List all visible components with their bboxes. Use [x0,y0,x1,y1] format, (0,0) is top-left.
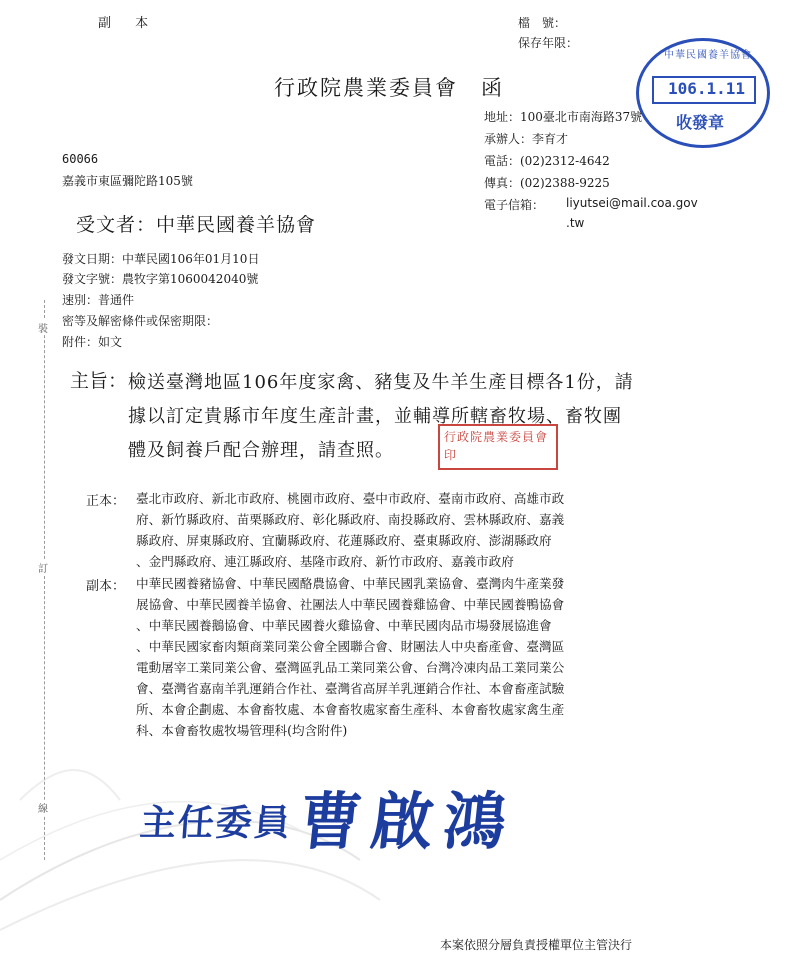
sender-address: 地址：100臺北市南海路37號 [484,110,643,124]
authority-footer-note: 本案依照分層負責授權單位主管決行 [440,938,633,952]
original-recipients-label: 正本： [86,494,126,509]
binding-line [44,300,45,860]
file-number-label: 檔 號： [518,16,567,30]
signature-name: 曹啟鴻 [295,785,520,858]
official-seal-text: 行政院農業委員會印 [444,430,549,462]
secrecy-level: 密等及解密條件或保密期限： [62,314,219,328]
agency-title: 行政院農業委員會 函 [274,76,504,100]
signature-title: 主任委員 [138,803,294,844]
sender-fax: 傳真：(02)2388-9225 [484,176,610,190]
subject-line-2: 據以訂定貴縣市年度生產計畫，並輔導所轄畜牧場、畜牧團 [128,406,622,427]
copy-recipients-label: 副本： [86,579,126,594]
original-recipients-line: 縣政府、屏東縣政府、宜蘭縣政府、花蓮縣政府、臺東縣政府、澎湖縣政府 [136,533,552,548]
receipt-stamp-action: 收發章 [676,113,725,132]
binding-mark-3: 線 [38,800,48,815]
copy-recipients-line: 展協會、中華民國養羊協會、社團法人中華民國養雞協會、中華民國養鴨協會 [136,597,565,612]
copy-recipients-line: 會、臺灣省嘉南羊乳運銷合作社、臺灣省高屏羊乳運銷合作社、本會畜產試驗 [136,681,565,696]
dispatch-date: 發文日期：中華民國106年01月10日 [62,252,260,266]
sender-handler: 承辦人：李育才 [484,132,569,146]
subject-line-3: 體及飼養戶配合辦理，請查照。 [128,440,394,461]
binding-mark-1: 裝 [38,320,48,335]
sender-email-cont: .tw [566,216,585,230]
delivery-speed: 速別：普通件 [62,293,135,307]
copy-mark: 副 本 [98,16,159,31]
addressee: 受文者：中華民國養羊協會 [76,214,317,236]
copy-recipients-line: 科、本會畜牧處牧場管理科(均含附件) [136,723,348,738]
subject-line-1: 檢送臺灣地區106年度家禽、豬隻及牛羊生產目標各1份，請 [128,372,634,393]
original-recipients-line: 臺北市政府、新北市政府、桃園市政府、臺中市政府、臺南市政府、高雄市政 [136,491,565,506]
recipient-address: 嘉義市東區彌陀路105號 [62,174,193,188]
sender-email-label: 電子信箱： [484,198,545,212]
original-recipients-line: 府、新竹縣政府、苗栗縣政府、彰化縣政府、南投縣政府、雲林縣政府、嘉義 [136,512,565,527]
document-number: 發文字號：農牧字第1060042040號 [62,272,259,286]
sender-email: liyutsei@mail.coa.gov [566,196,698,210]
recipient-postcode: 60066 [62,152,99,166]
copy-recipients-line: 中華民國養豬協會、中華民國酪農協會、中華民國乳業協會、臺灣肉牛產業發 [136,576,565,591]
original-recipients-line: 、金門縣政府、連江縣政府、基隆市政府、新竹市政府、嘉義市政府 [136,554,514,569]
receipt-stamp-org: 中華民國養羊協會 [664,50,752,61]
receipt-stamp-date: 106.1.11 [668,79,746,98]
binding-mark-2: 訂 [38,560,48,575]
copy-recipients-line: 電動屠宰工業同業公會、臺灣區乳品工業同業公會、台灣冷凍肉品工業同業公 [136,660,565,675]
retention-period-label: 保存年限： [518,36,579,50]
subject-label: 主旨： [70,370,128,392]
copy-recipients-line: 所、本會企劃處、本會畜牧處、本會畜牧處家畜生產科、本會畜牧處家禽生產 [136,702,565,717]
copy-recipients-line: 、中華民國養鵝協會、中華民國養火雞協會、中華民國肉品市場發展協進會 [136,618,552,633]
official-seal [438,424,558,470]
sender-phone: 電話：(02)2312-4642 [484,154,610,168]
copy-recipients-line: 、中華民國家畜肉類商業同業公會全國聯合會、財團法人中央畜產會、臺灣區 [136,639,565,654]
attachment-note: 附件：如文 [62,335,123,349]
